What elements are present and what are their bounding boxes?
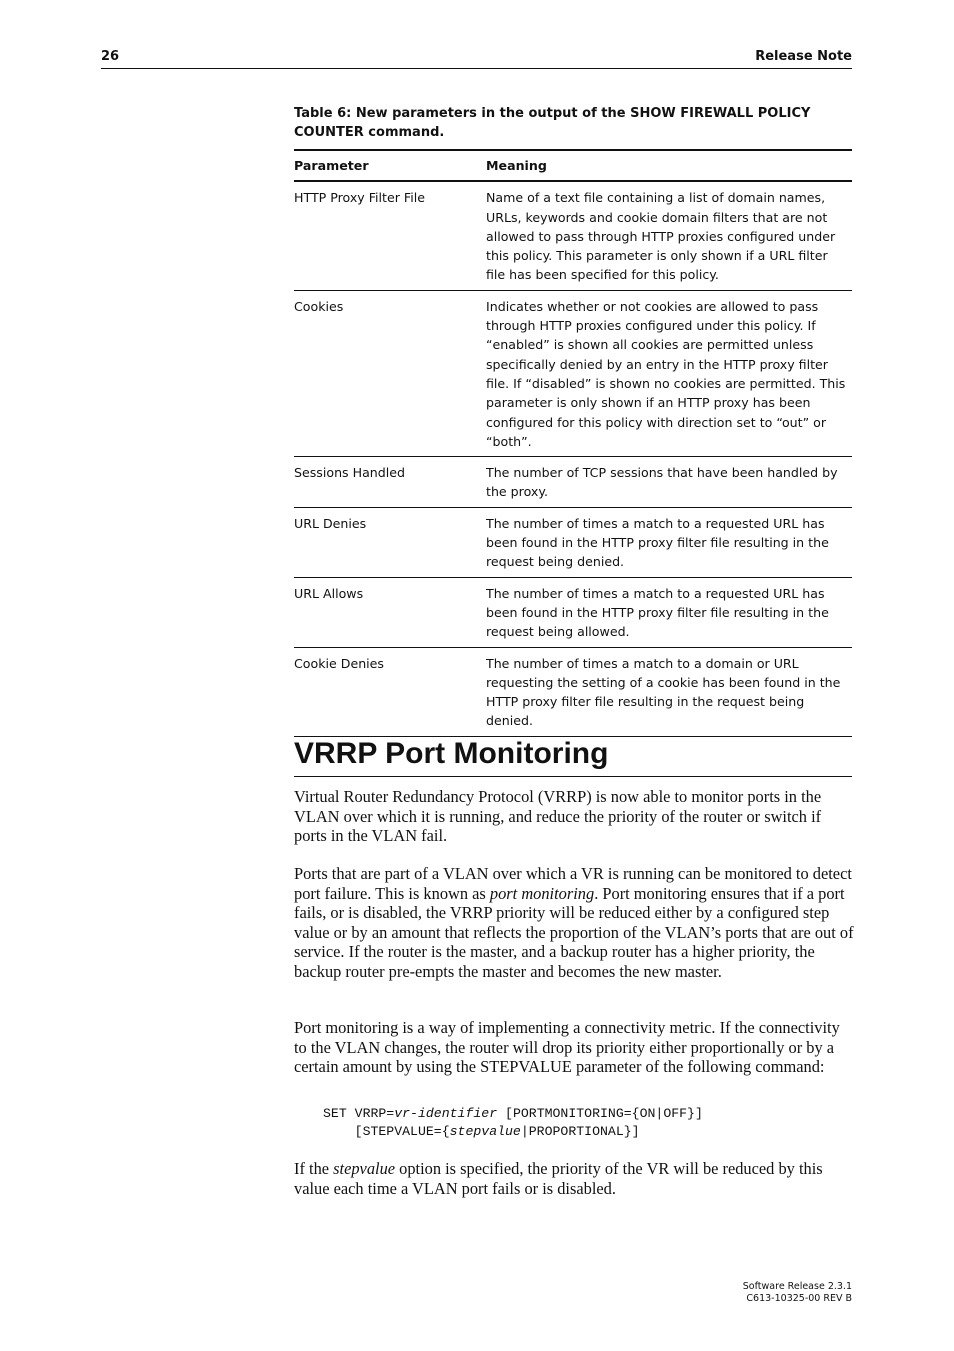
parameter-cell: URL Denies <box>294 507 486 577</box>
paragraph-text: . Port monitoring ensures that if a port fails, or is disabled, the VRRP priority will be reduced either by a configured step value or by an amount that reflects the proportion of the VLAN’s ports that are out of service. If the router is the master, and a backup router has a higher priority, the backup router pre-empts the master and becomes the new master. <box>294 883 854 981</box>
code-text: [STEPVALUE={ <box>323 1124 450 1139</box>
paragraph-port-monitoring <box>294 864 854 981</box>
meaning-cell: The number of times a match to a requested URL has been found in the HTTP proxy filter file resulting in the request being denied. <box>486 507 852 577</box>
code-text: SET VRRP= <box>323 1106 395 1121</box>
term-stepvalue: stepvalue <box>333 1159 396 1178</box>
code-text: |PROPORTIONAL}] <box>520 1124 640 1139</box>
paragraph-connectivity: Port monitoring is a way of implementing a connectivity metric. If the connectivity to the VLAN changes, the router will drop its priority either proportionally or by a certain amount by using the STEPVALUE parameter of the following command: <box>294 1018 840 1076</box>
meaning-cell: The number of TCP sessions that have been handled by the proxy. <box>486 457 852 508</box>
paragraph-text: Ports that are part of a VLAN over which a VR is running can be monitored to detect port failure. This is known as <box>294 864 852 903</box>
parameter-cell: Sessions Handled <box>294 457 486 508</box>
paragraph-stepvalue <box>294 1159 854 1198</box>
meaning-cell: Indicates whether or not cookies are allowed to pass through HTTP proxies configured under this policy. If “enabled” is shown all cookies are permitted unless specifically denied by an entry in the HTTP proxy filter file. If “disabled” is shown no cookies are permitted. This parameter is only shown if an HTTP proxy has been configured for this policy with direction set to “out” or “both”. <box>486 290 852 456</box>
parameter-cell: Cookies <box>294 290 486 456</box>
parameter-cell: Cookie Denies <box>294 647 486 736</box>
page-footer <box>743 1281 852 1305</box>
table-caption: Table 6: New parameters in the output of the SHOW FIREWALL POLICY COUNTER command. <box>294 106 811 140</box>
table-row <box>294 181 852 290</box>
parameter-cell: URL Allows <box>294 577 486 647</box>
header-rule <box>101 68 852 69</box>
meaning-cell: The number of times a match to a domain or URL requesting the setting of a cookie has been found in the HTTP proxy filter file resulting in the request being denied. <box>486 647 852 736</box>
table-header-row <box>294 150 852 181</box>
parameter-cell: HTTP Proxy Filter File <box>294 181 486 290</box>
meaning-cell: The number of times a match to a requested URL has been found in the HTTP proxy filter file resulting in the request being allowed. <box>486 577 852 647</box>
table-row <box>294 577 852 647</box>
paragraph-text: option is specified, the priority of the VR will be reduced by this value each time a VLAN port fails or is disabled. <box>294 1159 823 1198</box>
meaning-cell: Name of a text file containing a list of domain names, URLs, keywords and cookie domain filters that are not allowed to pass through HTTP proxies configured under this policy. This parameter is only shown if a URL filter file has been specified for this policy. <box>486 181 852 290</box>
table-row <box>294 457 852 508</box>
table-row <box>294 290 852 456</box>
column-header-parameter: Parameter <box>294 150 486 181</box>
code-placeholder: stepvalue <box>449 1124 521 1139</box>
section-heading: VRRP Port Monitoring <box>294 735 852 777</box>
term-port-monitoring: port monitoring <box>489 883 595 903</box>
command-syntax <box>323 1105 703 1141</box>
parameters-table <box>294 149 852 737</box>
running-header-title: Release Note <box>755 49 852 64</box>
table-row <box>294 647 852 736</box>
paragraph-text: If the <box>294 1159 334 1178</box>
table-row <box>294 507 852 577</box>
footer-release: Software Release 2.3.1 <box>742 1281 852 1292</box>
code-placeholder: vr-identifier <box>394 1106 498 1121</box>
page-number: 26 <box>101 49 120 64</box>
column-header-meaning: Meaning <box>486 150 852 181</box>
footer-doc-number: C613-10325-00 REV B <box>746 1293 852 1304</box>
code-text: [PORTMONITORING={ON|OFF}] <box>497 1106 703 1121</box>
paragraph-intro: Virtual Router Redundancy Protocol (VRRP) is now able to monitor ports in the VLAN over which it is running, and reduce the priority of the router or switch if ports in the VLAN fail. <box>294 787 822 845</box>
